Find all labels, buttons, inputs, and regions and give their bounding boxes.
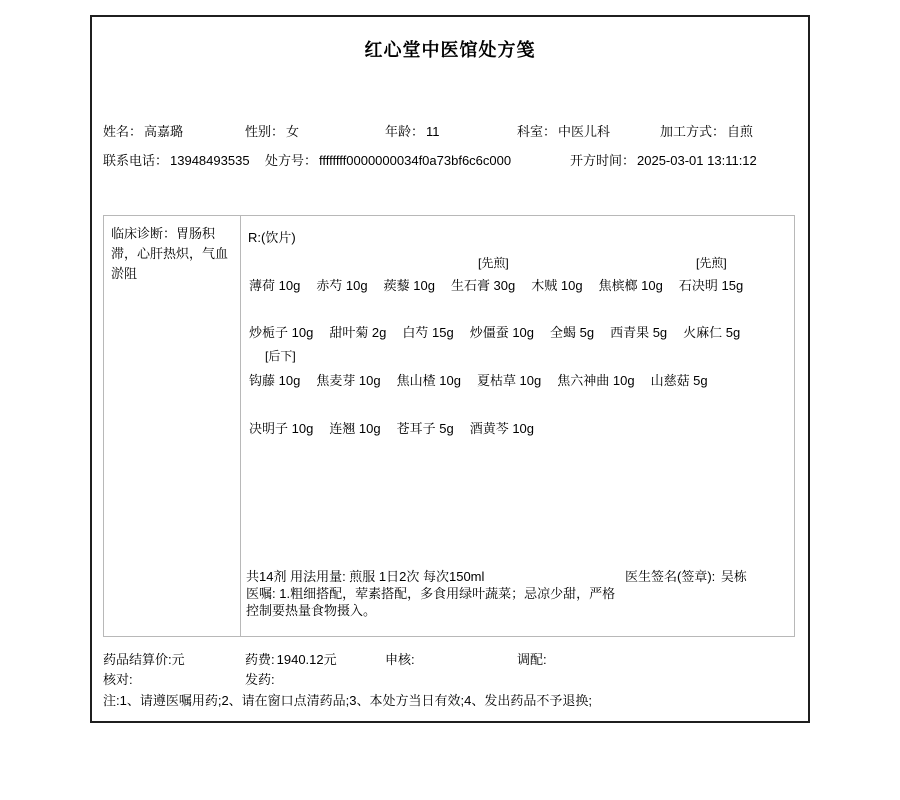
- medicine-item: 焦六神曲 10g: [557, 373, 635, 388]
- medicine-item: 全蝎 5g: [550, 325, 595, 340]
- medical-advice-line-1: 医嘱: 1.粗细搭配，荤素搭配，多食用绿叶蔬菜；忌凉少甜，严格: [246, 586, 616, 601]
- medicine-item: 决明子 10g: [249, 421, 314, 436]
- medicine-item: 夏枯草 10g: [476, 373, 542, 388]
- gender-label: 性别：: [245, 124, 285, 139]
- phone-field: [103, 150, 250, 169]
- medicine-item: 炒僵蚕 10g: [469, 325, 535, 340]
- phone-value: 13948493535: [170, 153, 250, 168]
- medicine-item: 蒺藜 10g: [383, 278, 435, 293]
- medicine-item: 石决明 15g: [678, 278, 744, 293]
- medicine-item: 薄荷 10g: [249, 278, 301, 293]
- medicine-item: 酒黄芩 10g: [469, 421, 535, 436]
- rx-number-label: 处方号：: [265, 153, 318, 168]
- medical-advice-line-2: 控制要热量食物摄入。: [246, 603, 377, 618]
- department-field: [517, 121, 610, 140]
- doctor-signature-label: 医生签名(签章):: [625, 569, 716, 584]
- age-label: 年龄：: [385, 124, 425, 139]
- medicine-fee-field: [245, 649, 337, 668]
- processing-label: 加工方式：: [660, 124, 726, 139]
- medicine-item: 钩藤 10g: [249, 373, 301, 388]
- rx-number-field: [265, 150, 511, 169]
- medicine-fee-label: 药费:: [245, 652, 275, 667]
- doctor-signature: [625, 568, 747, 585]
- medicine-item: 火麻仁 5g: [683, 325, 741, 340]
- medicine-item: 木贼 10g: [531, 278, 583, 293]
- department-label: 科室：: [517, 124, 557, 139]
- medicine-item: 生石膏 30g: [450, 278, 516, 293]
- issue-time-field: [570, 150, 757, 169]
- prescription-box: [103, 215, 795, 637]
- page-title: 红心堂中医馆处方笺: [364, 40, 536, 60]
- medicine-item: 白芍 15g: [402, 325, 454, 340]
- medicine-item: 炒栀子 10g: [249, 325, 314, 340]
- gender-value: 女: [286, 124, 300, 139]
- patient-name-field: [103, 121, 183, 140]
- medicine-item: 甜叶菊 2g: [329, 325, 387, 340]
- clinical-diagnosis: [104, 216, 241, 636]
- medicine-row-2: [249, 322, 740, 341]
- issue-time-label: 开方时间：: [570, 153, 636, 168]
- check-field: 核对:: [103, 672, 133, 687]
- settlement-price-field: 药品结算价:元: [103, 652, 185, 667]
- prescription-sheet: [90, 15, 810, 723]
- medicine-item: 焦山楂 10g: [396, 373, 461, 388]
- medicine-row-1: [249, 275, 743, 294]
- medicine-fee-value: 1940.12元: [276, 652, 337, 667]
- medicine-item: 焦麦芽 10g: [316, 373, 381, 388]
- gender-field: [245, 121, 299, 140]
- medicine-item: 西青果 5g: [610, 325, 668, 340]
- rx-header: R:(饮片): [248, 230, 296, 245]
- usage-and-advice: [246, 568, 794, 619]
- medicine-item: 赤芍 10g: [316, 278, 368, 293]
- decoct-first-label-1: [先煎]: [478, 256, 509, 270]
- processing-value: 自煎: [727, 124, 754, 139]
- age-field: [385, 121, 440, 140]
- diagnosis-text: 胃肠积滞，心肝热炽，气血淤阻: [111, 226, 229, 281]
- rx-detail-cell: [241, 216, 794, 636]
- medicine-item: 连翘 10g: [329, 421, 381, 436]
- medicine-item: 山慈菇 5g: [650, 373, 708, 388]
- decoct-later-label: [后下]: [265, 349, 296, 363]
- usage-line: [246, 568, 794, 585]
- doctor-signature-value: 吴栋: [720, 569, 747, 584]
- prepare-field: 调配:: [517, 652, 547, 667]
- issue-time-value: 2025-03-01 13:11:12: [637, 153, 757, 168]
- patient-name-value: 高嘉璐: [144, 124, 184, 139]
- review-field: 申核:: [385, 652, 415, 667]
- age-value: 11: [426, 124, 440, 139]
- department-value: 中医儿科: [558, 124, 611, 139]
- medicine-row-3: [249, 370, 708, 389]
- diagnosis-label: 临床诊断：: [111, 226, 177, 241]
- decoct-first-label-2: [先煎]: [696, 256, 727, 270]
- phone-label: 联系电话：: [103, 153, 169, 168]
- footer-note: 注:1、请遵医嘱用药;2、请在窗口点清药品;3、本处方当日有效;4、发出药品不予退换;: [103, 693, 592, 708]
- dispense-field: 发药:: [245, 672, 275, 687]
- medicine-row-4: [249, 418, 534, 437]
- dosage-summary: 共14剂 用法用量: 煎服 1日2次 每次150ml: [246, 569, 485, 584]
- medicine-item: 焦槟榔 10g: [598, 278, 663, 293]
- processing-field: [660, 121, 753, 140]
- medicine-item: 苍耳子 5g: [396, 421, 454, 436]
- rx-number-value: ffffffff0000000034f0a73bf6c6c000: [319, 153, 512, 168]
- patient-name-label: 姓名：: [103, 124, 143, 139]
